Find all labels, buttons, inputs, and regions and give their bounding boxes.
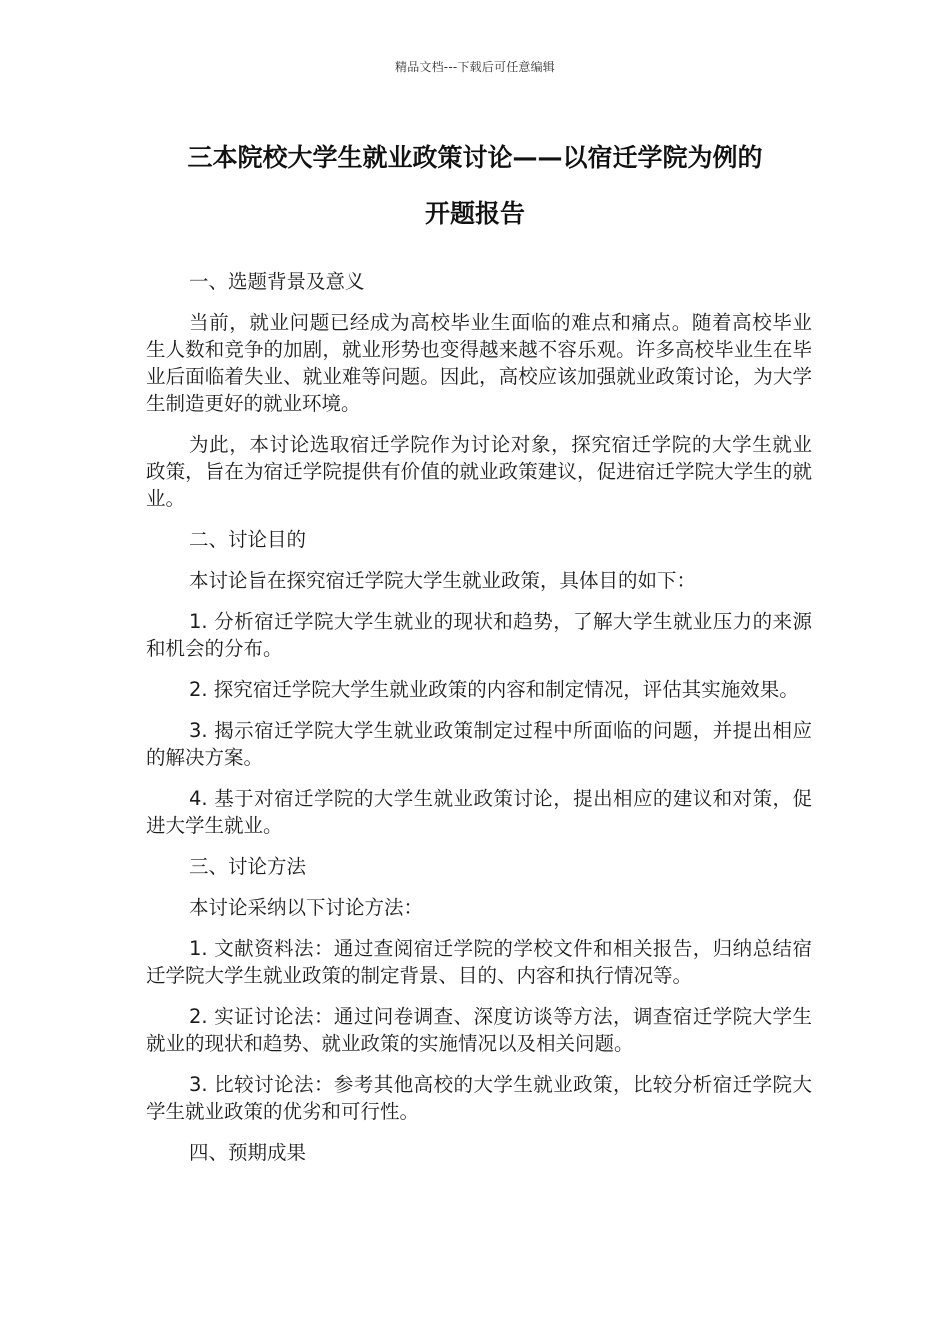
list-item-method-2: 2. 实证讨论法：通过问卷调查、深度访谈等方法，调查宿迁学院大学生就业的现状和趋势、就业政策的实施情况以及相关问题。 bbox=[146, 1005, 812, 1055]
list-item-method-3: 3. 比较讨论法：参考其他高校的大学生就业政策，比较分析宿迁学院大学生就业政策的优劣和可行性。 bbox=[146, 1073, 812, 1123]
section-heading-purpose: 二、讨论目的 bbox=[189, 528, 307, 551]
section-heading-outcomes: 四、预期成果 bbox=[189, 1141, 307, 1164]
header-note: 精品文档---下载后可任意编辑 bbox=[395, 60, 555, 74]
list-item-purpose-2: 2. 探究宿迁学院大学生就业政策的内容和制定情况，评估其实施效果。 bbox=[189, 678, 799, 701]
list-item-method-1: 1. 文献资料法：通过查阅宿迁学院的学校文件和相关报告，归纳总结宿迁学院大学生就业政策的制定背景、目的、内容和执行情况等。 bbox=[146, 937, 812, 987]
paragraph-background-2: 为此，本讨论选取宿迁学院作为讨论对象，探究宿迁学院的大学生就业政策，旨在为宿迁学院提供有价值的就业政策建议，促进宿迁学院大学生的就业。 bbox=[146, 433, 812, 510]
list-item-purpose-1: 1. 分析宿迁学院大学生就业的现状和趋势，了解大学生就业压力的来源和机会的分布。 bbox=[146, 610, 812, 660]
paragraph-purpose-intro: 本讨论旨在探究宿迁学院大学生就业政策，具体目的如下： bbox=[189, 569, 697, 592]
list-item-purpose-3: 3. 揭示宿迁学院大学生就业政策制定过程中所面临的问题，并提出相应的解决方案。 bbox=[146, 719, 812, 769]
document-title-line-1: 三本院校大学生就业政策讨论——以宿迁学院为例的 bbox=[187, 143, 763, 172]
section-heading-methods: 三、讨论方法 bbox=[189, 855, 307, 878]
document-title-line-2: 开题报告 bbox=[424, 199, 525, 228]
section-heading-background: 一、选题背景及意义 bbox=[189, 270, 365, 293]
paragraph-background-1: 当前，就业问题已经成为高校毕业生面临的难点和痛点。随着高校毕业生人数和竞争的加剧，就业形势也变得越来越不容乐观。许多高校毕业生在毕业后面临着失业、就业难等问题。因此，高校应该加强就业政策讨论，为大学生制造更好的就业环境。 bbox=[146, 311, 812, 415]
list-item-purpose-4: 4. 基于对宿迁学院的大学生就业政策讨论，提出相应的建议和对策，促进大学生就业。 bbox=[146, 787, 812, 837]
document-body bbox=[146, 268, 812, 1180]
paragraph-methods-intro: 本讨论采纳以下讨论方法： bbox=[189, 896, 424, 919]
